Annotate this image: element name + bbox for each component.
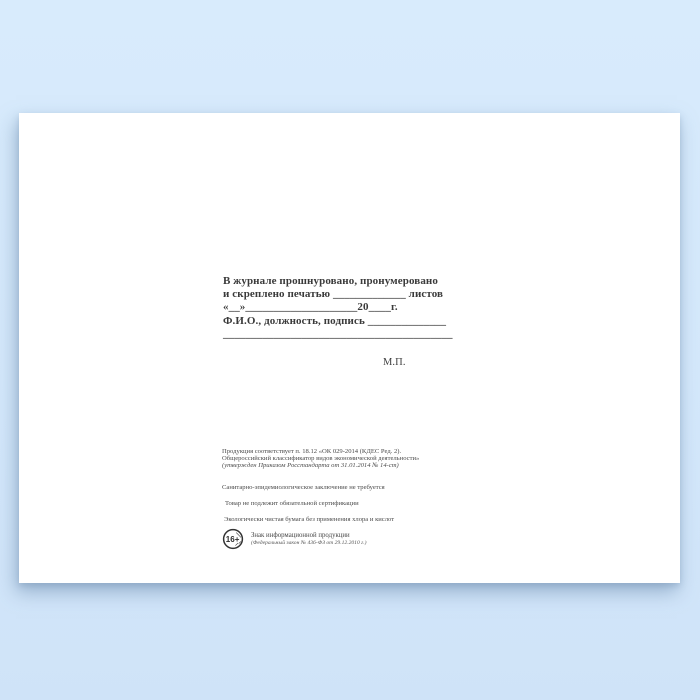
ecology-note: Экологически чистая бумага без применения хлора и кислот <box>224 516 395 524</box>
stamp-line-4: Ф.И.О., должность, подпись ______________ <box>223 314 447 327</box>
fine-print-block <box>222 448 482 550</box>
info-sign-law-reference: (Федеральный закон № 436-ФЗ от 29.12.2010 г.) <box>251 539 367 546</box>
age-rating-16plus-icon <box>222 528 244 550</box>
info-sign-label: Знак информационной продукции <box>251 531 350 539</box>
certification-note: Товар не подлежит обязательной сертификации <box>225 499 359 507</box>
compliance-line-2: Общероссийский классификатор видов экономической деятельности» <box>222 455 420 463</box>
compliance-line-1: Продукция соответствует п. 18.12 «ОК 029-2014 (КДЕС Ред. 2). <box>222 448 402 455</box>
seal-place-mark: М.П. <box>383 356 406 368</box>
age-rating-text: 16+ <box>225 535 240 545</box>
stamp-line-5-underline: _________________________________________ <box>223 327 453 340</box>
sanitary-note: Санитарно-эпидемиологическое заключение не требуется <box>222 483 385 491</box>
stamp-line-1: В журнале прошнуровано, пронумеровано <box>223 275 438 287</box>
stamp-line-2: и скреплено печатью _____________ листов <box>223 288 444 301</box>
stamp-line-3: «__»____________________20____г. <box>223 301 398 314</box>
info-sign-row <box>222 528 482 550</box>
compliance-note <box>222 448 482 470</box>
lacing-stamp-block <box>223 275 473 369</box>
compliance-line-3: (утвержден Приказом Росстандарта от 31.01.2014 № 14-ст) <box>222 462 399 470</box>
info-sign-text <box>251 532 367 547</box>
journal-back-page <box>19 113 680 583</box>
